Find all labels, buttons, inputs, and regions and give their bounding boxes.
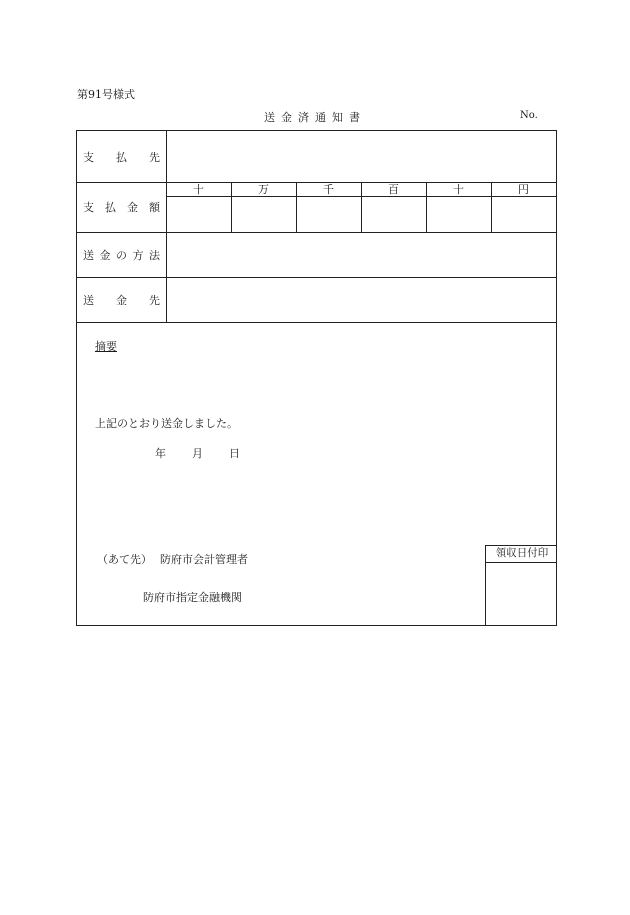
addressee-name: 防府市会計管理者	[160, 553, 248, 566]
amount-label: 支 払 金 額	[83, 201, 160, 214]
addressee-prefix: （あて先）	[97, 553, 152, 566]
receipt-stamp-label: 領収日付印	[495, 547, 549, 559]
digit-header: 十	[193, 183, 204, 196]
form-number: 第91号様式	[77, 88, 135, 101]
form-table	[76, 130, 557, 626]
document-title: 送金済通知書	[264, 111, 366, 124]
document-number-label: No.	[520, 110, 538, 121]
remittance-message: 上記のとおり送金しました。	[95, 417, 238, 430]
date-day-unit: 日	[229, 447, 240, 460]
stamp-divider	[485, 562, 556, 563]
digit-header: 千	[323, 183, 334, 196]
stamp-box-divider	[485, 545, 486, 625]
destination-label: 送 金 先	[83, 293, 160, 307]
digit-header: 十	[453, 183, 464, 196]
date-month-unit: 月	[192, 447, 203, 460]
digit-header: 万	[258, 183, 269, 196]
date-line	[155, 445, 240, 461]
label-column-divider	[166, 131, 167, 322]
designated-bank: 防府市指定金融機関	[143, 591, 242, 604]
date-year-unit: 年	[155, 447, 166, 460]
addressee	[97, 551, 248, 567]
row-divider	[77, 322, 556, 323]
digit-header: 百	[388, 183, 399, 196]
method-label: 送 金 の 方 法	[83, 248, 160, 262]
payee-label: 支 払 先	[83, 150, 160, 164]
digit-header: 円	[518, 183, 529, 196]
summary-label: 摘要	[95, 340, 117, 353]
